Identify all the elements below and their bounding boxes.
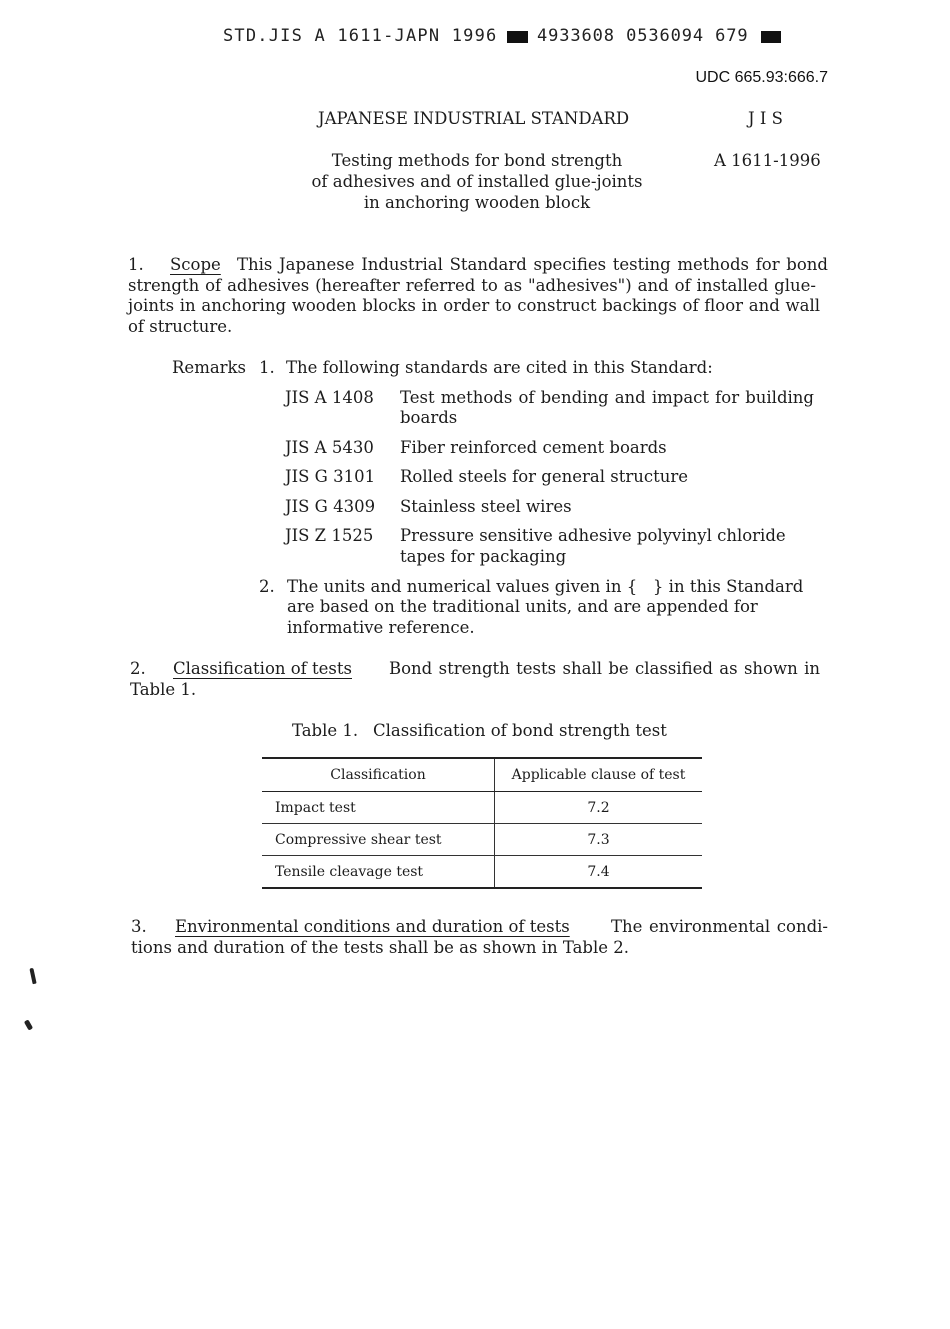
remark-line: are based on the traditional units, and are appended for [287, 597, 758, 616]
standard-label: JAPANESE INDUSTRIAL STANDARD [318, 109, 630, 128]
paragraph-line: Table 1. [130, 680, 197, 699]
paragraph-line: tions and duration of the tests shall be as shown in Table 2. [131, 938, 630, 957]
table-cell-clause: 7.2 [495, 792, 703, 824]
standard-title: Test methods of bending and impact for building [400, 388, 814, 407]
table-caption-label: Table 1. [292, 721, 359, 740]
table-header-row [262, 758, 702, 792]
udc-number: UDC 665.93:666.7 [695, 69, 828, 86]
standard-title: Rolled steels for general structure [400, 467, 689, 486]
remark-number: 2. [259, 577, 275, 596]
paragraph-line: strength of adhesives (hereafter referred to as "adhesives") and of installed glue- [128, 276, 816, 295]
standard-code: JIS A 1408 [285, 388, 374, 407]
table-caption-title: Classification of bond strength test [373, 721, 667, 740]
column-header-clause: Applicable clause of test [495, 758, 703, 792]
standard-code: JIS G 3101 [285, 467, 376, 486]
standard-code: JIS G 4309 [285, 497, 376, 516]
section-number: 2. [130, 659, 146, 678]
title-line: of adhesives and of installed glue-joints [311, 172, 643, 191]
header-black-bar [761, 31, 781, 43]
standard-code: JIS Z 1525 [285, 526, 374, 545]
section-number: 3. [131, 917, 147, 936]
table-row [262, 856, 702, 889]
standard-code: JIS A 5430 [285, 438, 374, 457]
paragraph-line: Bond strength tests shall be classified as shown in [389, 659, 820, 678]
remark-line: informative reference. [287, 618, 475, 637]
section-number: 1. [128, 255, 144, 274]
header-black-bar [507, 31, 528, 43]
scan-mark [29, 968, 36, 984]
paragraph-line: The environmental condi- [611, 917, 828, 936]
column-header-classification: Classification [262, 758, 495, 792]
standard-code: J I S [748, 109, 783, 128]
standard-title: boards [400, 408, 458, 427]
standard-title: Fiber reinforced cement boards [400, 438, 667, 457]
standard-number: A 1611-1996 [714, 151, 821, 170]
table-cell-test: Compressive shear test [262, 824, 495, 856]
title-line: Testing methods for bond strength [331, 151, 623, 170]
header-serial-number: 4933608 0536094 679 [537, 26, 749, 46]
classification-table [262, 757, 702, 889]
table-row [262, 792, 702, 824]
table-row [262, 824, 702, 856]
section-heading: Environmental conditions and duration of tests [175, 917, 570, 936]
remark-number: 1. [259, 358, 275, 377]
remark-text: The following standards are cited in this Standard: [286, 358, 713, 377]
paragraph-line: joints in anchoring wooden blocks in order to construct backings of floor and wall [128, 296, 820, 315]
paragraph-line: This Japanese Industrial Standard specifies testing methods for bond [237, 255, 828, 274]
standard-title: tapes for packaging [400, 547, 567, 566]
section-heading: Classification of tests [173, 659, 352, 678]
standard-title: Stainless steel wires [400, 497, 572, 516]
section-heading: Scope [170, 255, 221, 274]
table-cell-clause: 7.3 [495, 824, 703, 856]
table-cell-test: Impact test [262, 792, 495, 824]
table-cell-clause: 7.4 [495, 856, 703, 889]
header-document-code: STD.JIS A 1611-JAPN 1996 [223, 26, 498, 46]
paragraph-line: of structure. [128, 317, 233, 336]
title-line: in anchoring wooden block [363, 193, 591, 212]
remarks-label: Remarks [172, 358, 247, 377]
table-cell-test: Tensile cleavage test [262, 856, 495, 889]
remark-line: The units and numerical values given in { } in this Standard [287, 577, 804, 596]
scan-mark [24, 1019, 33, 1030]
standard-title: Pressure sensitive adhesive polyvinyl chloride [400, 526, 786, 545]
